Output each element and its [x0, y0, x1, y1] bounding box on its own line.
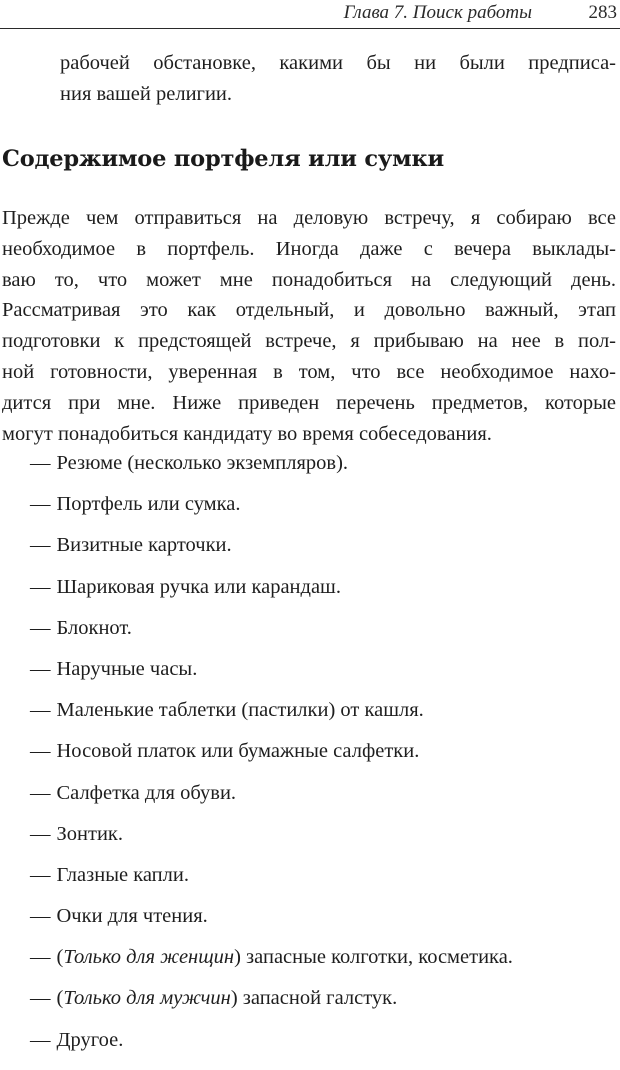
dash-bullet: — — [30, 822, 51, 845]
body-paragraph — [2, 203, 616, 449]
dash-bullet: — — [30, 946, 51, 969]
text-line: ной готовности, уверенная в том, что все необходимое нахо- — [2, 360, 616, 383]
list-item — [30, 782, 513, 823]
list-item-text: Блокнот. — [56, 616, 132, 639]
dash-bullet: — — [30, 740, 51, 763]
dash-bullet: — — [30, 781, 51, 804]
list-item-text: Глазные капли. — [56, 863, 189, 886]
list-item — [30, 452, 513, 493]
dash-bullet: — — [30, 699, 51, 722]
list-item-text: Наручные часы. — [56, 657, 198, 680]
list-item — [30, 905, 513, 946]
list-item-text: Салфетка для обуви. — [56, 781, 237, 804]
list-item-text: Портфель или сумка. — [56, 493, 241, 516]
dash-bullet: — — [30, 987, 51, 1010]
dash-bullet: — — [30, 616, 51, 639]
page-header — [0, 0, 620, 29]
list-item — [30, 493, 513, 534]
items-list — [30, 452, 513, 1070]
list-item — [30, 823, 513, 864]
list-item-text: Очки для чтения. — [56, 905, 208, 928]
list-item — [30, 987, 513, 1028]
list-item-text: Резюме (несколько экземпляров). — [56, 452, 349, 474]
text-line: Прежде чем отправиться на деловую встречу, я собираю все — [2, 207, 616, 229]
text-line: ваю то, что может мне понадобиться на следующий день. — [2, 268, 616, 291]
section-heading: Содержимое портфеля или сумки — [2, 146, 445, 172]
dash-bullet: — — [30, 863, 51, 886]
list-item-text: Другое. — [56, 1028, 124, 1051]
list-item — [30, 534, 513, 575]
list-item-text: Визитные карточки. — [56, 534, 232, 557]
list-item — [30, 946, 513, 987]
list-item — [30, 699, 513, 740]
list-item-text: ) запасные колготки, косметика. — [234, 946, 513, 969]
text-line: подготовки к предстоящей встрече, я прибываю на нее в пол- — [2, 330, 616, 353]
dash-bullet: — — [30, 452, 51, 474]
continued-paragraph — [60, 48, 616, 110]
list-item — [30, 864, 513, 905]
list-item — [30, 658, 513, 699]
paren: ( — [56, 946, 64, 969]
running-title: Глава 7. Поиск работы — [343, 2, 532, 23]
list-item — [30, 617, 513, 658]
text-line: дится при мне. Ниже приведен перечень предметов, которые — [2, 391, 616, 414]
dash-bullet: — — [30, 493, 51, 516]
dash-bullet: — — [30, 905, 51, 928]
list-item — [30, 740, 513, 781]
list-item-text: Зонтик. — [56, 822, 124, 845]
list-item-text: Маленькие таблетки (пастилки) от кашля. — [56, 699, 424, 722]
paren: ( — [56, 987, 64, 1010]
list-item — [30, 576, 513, 617]
text-line: ния вашей религии. — [60, 83, 233, 105]
list-item-qualifier: Только для женщин — [63, 946, 235, 969]
list-item-qualifier: Только для мужчин — [63, 987, 231, 1010]
dash-bullet: — — [30, 1028, 51, 1051]
list-item-text: Носовой платок или бумажные салфетки. — [56, 740, 420, 763]
text-line: необходимое в портфель. Иногда даже с вечера выклады- — [2, 237, 616, 260]
list-item-text: Шариковая ручка или карандаш. — [56, 575, 341, 598]
dash-bullet: — — [30, 534, 51, 557]
text-line: рабочей обстановке, какими бы ни были предписа- — [60, 52, 616, 74]
dash-bullet: — — [30, 657, 51, 680]
dash-bullet: — — [30, 575, 51, 598]
text-line: Рассматривая это как отдельный, и довольно важный, этап — [2, 299, 616, 322]
list-item-text: ) запасной галстук. — [230, 987, 398, 1010]
text-line: могут понадобиться кандидату во время собеседования. — [2, 422, 492, 445]
page-number: 283 — [588, 2, 617, 23]
